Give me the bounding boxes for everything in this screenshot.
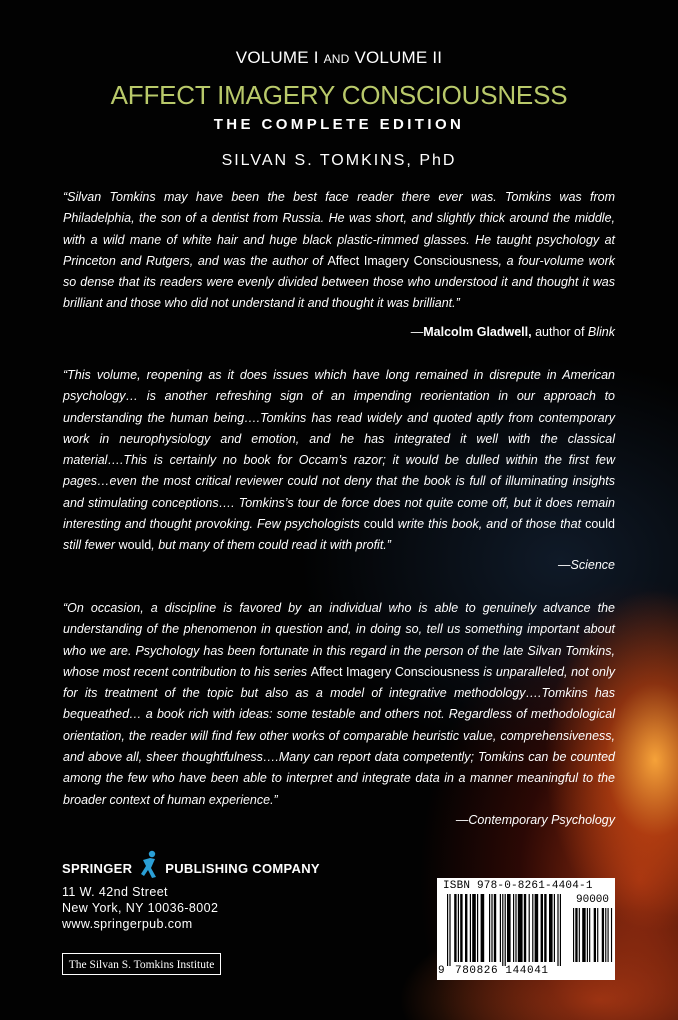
barcode-bar xyxy=(532,894,533,962)
quote-contemporary-psychology: “On occasion, a discipline is favored by an individual who is able to genuinely advance the understanding of the phenomenon in question and, in doing so, tell us something important about who we are. Psychology has been fortunate in this regard in the person of the late Silvan Tomkins, whose most recent contribution to his series Affect Imagery Consciousness is unparalleled, not only for its treatment of the topic but also as a model of integrative methodology….Tomkins has bequeathed… a book rich with ideas: some testable and others not. Regardless of methodological orientation, the reader will find few other works of comparable heuristic value, comprehensiveness, and above all, sheer thoughtfulness….Many can report data competently; Tomkins can be counted among the few who have been able to interpret and integrate data in a manner meaningful to the broader context of human experience.” xyxy=(63,601,615,807)
barcode-bar xyxy=(449,894,450,966)
publisher-logo xyxy=(62,860,320,882)
springer-figure-icon xyxy=(138,850,160,884)
barcode-bar xyxy=(589,908,590,962)
barcode-bar xyxy=(535,894,539,962)
volume-line: VOLUME I AND VOLUME II xyxy=(235,48,443,67)
barcode-bar xyxy=(513,894,514,962)
quote-gladwell-attribution: —Malcolm Gladwell, author of Blink xyxy=(410,325,615,339)
barcode-bar xyxy=(597,908,598,962)
barcode-bar xyxy=(460,894,462,962)
barcode-bar xyxy=(605,908,606,962)
barcode-bar xyxy=(582,908,585,962)
barcode-bar xyxy=(611,908,612,962)
barcode-bar xyxy=(500,894,501,962)
barcode-lead-digit: 9 xyxy=(438,965,445,977)
barcode-bar xyxy=(518,894,523,962)
barcode-bar xyxy=(608,908,609,962)
publisher-name-part2: PUBLISHING COMPANY xyxy=(165,861,320,876)
publisher-address-line1: 11 W. 42nd Street xyxy=(62,885,168,899)
publisher-name-part1: SPRINGER xyxy=(62,861,133,876)
institute-label: The Silvan S. Tomkins Institute xyxy=(62,953,221,975)
barcode-bar xyxy=(472,894,476,962)
book-author: SILVAN S. TOMKINS, PhD xyxy=(221,152,457,169)
barcode-bar xyxy=(560,894,561,966)
barcode-bar xyxy=(529,894,530,962)
barcode-bar xyxy=(465,894,467,962)
barcode-bar xyxy=(470,894,471,962)
barcode-bar xyxy=(575,908,577,962)
barcode-bar xyxy=(502,894,503,966)
barcode-addon-digits: 90000 xyxy=(576,894,610,906)
barcode-bar xyxy=(594,908,596,962)
barcode-bar xyxy=(489,894,490,962)
barcode-bar xyxy=(454,894,456,962)
book-title: AFFECT IMAGERY CONSCIOUSNESS xyxy=(110,80,568,110)
barcode-bar xyxy=(602,908,604,962)
barcode-bar xyxy=(477,894,478,962)
barcode-bar xyxy=(587,908,588,962)
barcode-bar xyxy=(494,894,496,962)
barcode-bar xyxy=(557,894,558,966)
barcode-bars xyxy=(447,894,569,966)
barcode-bar xyxy=(524,894,526,962)
barcode-bar xyxy=(541,894,543,962)
barcode-addon-bars xyxy=(573,908,613,962)
barcode-bar xyxy=(579,908,580,962)
barcode-bar xyxy=(544,894,546,962)
barcode-bar xyxy=(507,894,511,962)
isbn-text: ISBN 978-0-8261-4404-1 xyxy=(443,880,593,892)
barcode-bar xyxy=(515,894,516,962)
quote-contemporary-psychology-attribution: —Contemporary Psychology xyxy=(455,813,615,827)
isbn-barcode xyxy=(437,878,615,980)
barcode-bar xyxy=(505,894,506,966)
quote-gladwell: “Silvan Tomkins may have been the best face reader there ever was. Tomkins was from Philadelphia, the son of a dentist from Russia. He was short, and slightly thick around the middle, with a wild mane of white hair and huge black plastic-rimmed glasses. He taught psychology at Princeton and Rutgers, and was the author of Affect Imagery Consciousness, a four-volume work so dense that its readers were evenly divided between those who understood it and thought it was brilliant and those who did not understand it and thought it was brilliant.” xyxy=(63,190,615,311)
barcode-bar xyxy=(481,894,485,962)
barcode-digits: 780826 144041 xyxy=(455,965,549,977)
quote-science-attribution: —Science xyxy=(558,558,615,572)
barcode-bar xyxy=(573,908,574,962)
barcode-bar xyxy=(554,894,555,962)
barcode-bar xyxy=(549,894,553,962)
publisher-address-line2: New York, NY 10036-8002 xyxy=(62,901,219,915)
book-subtitle: THE COMPLETE EDITION xyxy=(213,116,465,133)
quote-science: “This volume, reopening as it does issues which have long remained in disrepute in American psychology… is another refreshing sign of an impending reorientation in our approach to understanding the human being….Tomkins has read widely and quoted aptly from contemporary work in neurophysiology and emotion, and he has integrated it well with the classical material….This is certainly no book for Occam’s razor; it would be dulled within the first few pages…even the most critical reviewer could not deny that the book is full of illuminating insights and stimulating conceptions…. Tomkins’s tour de force does not quite come off, but it does remain interesting and thought provoking. Few psychologists could write this book, and of those that could still fewer would, but many of them could read it with profit.” xyxy=(63,368,615,553)
barcode-bar xyxy=(447,894,448,966)
barcode-bar xyxy=(491,894,492,962)
barcode-bar xyxy=(458,894,459,962)
publisher-website[interactable]: www.springerpub.com xyxy=(62,917,193,931)
